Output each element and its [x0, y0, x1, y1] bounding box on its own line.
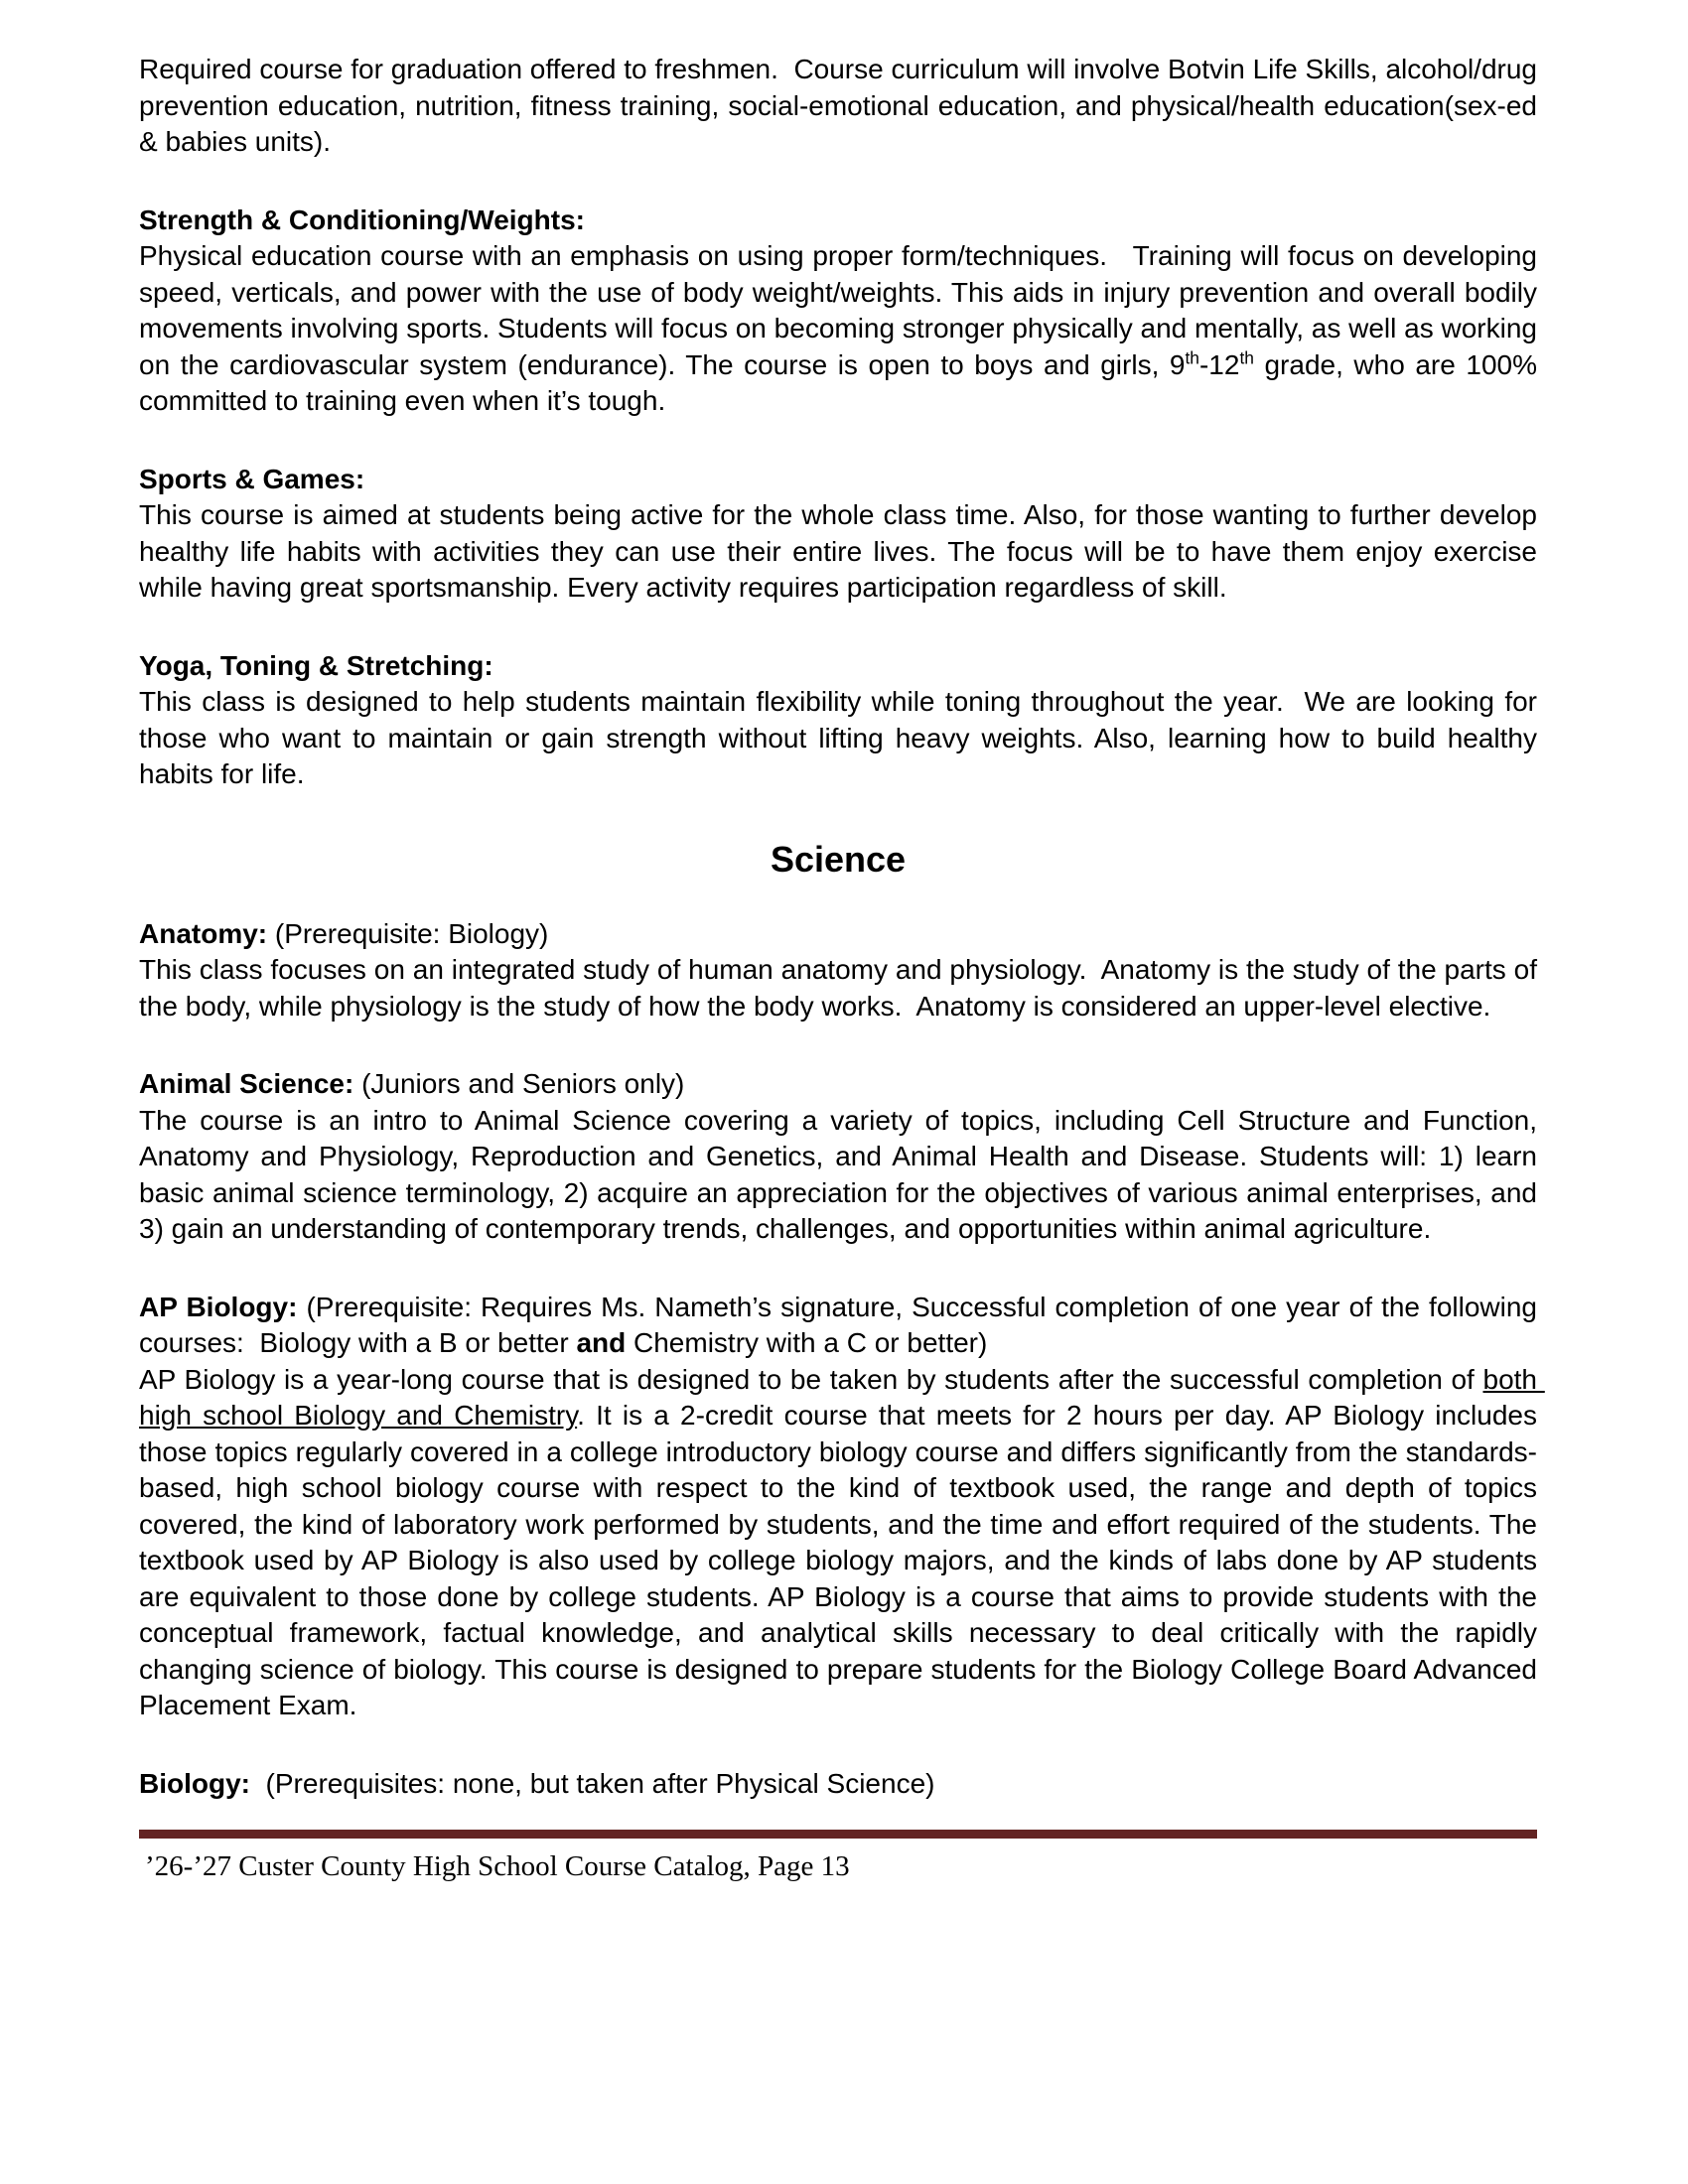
animal-science-prerequisite: (Juniors and Seniors only): [353, 1068, 685, 1099]
anatomy-prerequisite: (Prerequisite: Biology): [267, 917, 549, 949]
course-title-anatomy-line: [139, 916, 1537, 953]
course-description-animal-science: The course is an intro to Animal Science covering a variety of topics, including Cell Structure and Function, Anatomy and Physiology, Reproduction and Genetics, and Animal Health and Disease. Students will: 1) learn basic animal science terminology, 2) acquire an appreciation for the objectives of various animal enterprises, and 3) gain an understanding of contemporary trends, challenges, and opportunities within animal agriculture.: [139, 1104, 1545, 1244]
biology-prerequisite: (Prerequisites: none, but taken after Physical Science): [250, 1767, 935, 1799]
section-ap-biology: [139, 1290, 1545, 1724]
course-title-animal-science: Animal Science:: [139, 1068, 354, 1099]
course-title-sports-games: Sports & Games:: [139, 463, 365, 494]
course-title-yoga-toning-stretching: Yoga, Toning & Stretching:: [139, 649, 493, 681]
course-title-biology-line: [139, 1766, 1537, 1803]
section-anatomy: [139, 916, 1545, 1025]
section-biology: [139, 1766, 1537, 1803]
strength-text-1: Physical education course with an emphasis on using proper form/techniques. Training will focus on developing speed, verticals, and power with the use of body weight/weights. This aids in injury prevention and overall bodily movements involving sports. Students will focus on becoming stronger physically and mentally, as well as working on the cardiovascular system (endurance). The course is open to boys and girls, 9: [139, 240, 1545, 380]
course-title-strength-conditioning: Strength & Conditioning/Weights:: [139, 204, 585, 235]
course-description-ap-biology: [139, 1362, 1545, 1724]
course-description-sports-games: This course is aimed at students being active for the whole class time. Also, for those wanting to further develop healthy life habits with activities they can use their entire lives. The focus will be to have them enjoy exercise while having great sportsmanship. Every activity requires participation regardless of skill.: [139, 499, 1545, 603]
ap-biology-text-1: AP Biology is a year-long course that is designed to be taken by students after the successful completion of: [139, 1363, 1483, 1395]
footer-text: ’26-’27 Custer County High School Course Catalog, Page 13: [145, 1850, 850, 1882]
course-description-yoga-toning-stretching: This class is designed to help students maintain flexibility while toning throughout the year. We are looking for those who want to maintain or gain strength without lifting heavy weights. Also, learning how to build healthy habits for life.: [139, 686, 1545, 789]
ap-biology-prerequisite-1: (Prerequisite: Requires Ms. Nameth’s signature, Successful completion of one year of the following courses: Biology with a B or better: [139, 1291, 1545, 1358]
course-description-anatomy: This class focuses on an integrated study of human anatomy and physiology. Anatomy is the study of the parts of the body, while physiology is the study of how the body works. Anatomy is considered an upper-level elective.: [139, 954, 1545, 1022]
course-title-biology: Biology:: [139, 1767, 250, 1799]
course-title-ap-biology-line: [139, 1290, 1545, 1362]
superscript-9th: th: [1185, 347, 1199, 368]
course-title-anatomy: Anatomy:: [139, 917, 268, 949]
course-title-animal-science-line: [139, 1066, 1537, 1103]
strength-text-3: grade, who are 100% committed to training even when it’s tough.: [139, 348, 1545, 416]
strength-text-2: -12: [1198, 348, 1240, 380]
course-title-ap-biology: AP Biology:: [139, 1291, 298, 1322]
section-yoga-toning-stretching: [139, 648, 1545, 793]
section-sports-games: [139, 462, 1545, 607]
superscript-12th: th: [1239, 347, 1254, 368]
ap-biology-text-2: . It is a 2-credit course that meets for 2 hours per day. AP Biology includes those topics regularly covered in a college introductory biology course and differs significantly from the standards-based, high school biology course with respect to the kind of textbook used, the range and depth of topics covered, the kind of laboratory work performed by students, and the time and effort required of the students. The textbook used by AP Biology is also used by college biology majors, and the kinds of labs done by AP students are equivalent to those done by college students. AP Biology is a course that aims to provide students with the conceptual framework, factual knowledge, and analytical skills necessary to deal critically with the rapidly changing science of biology. This course is designed to prepare students for the Biology College Board Advanced Placement Exam.: [139, 1400, 1545, 1720]
science-section-heading: Science: [770, 838, 907, 880]
ap-biology-prerequisite-and: and: [576, 1327, 627, 1358]
page-footer: [139, 1830, 1537, 1926]
course-description-strength-conditioning: [139, 238, 1545, 420]
intro-paragraph: Required course for graduation offered to freshmen. Course curriculum will involve Botvin Life Skills, alcohol/drug prevention education, nutrition, fitness training, social-emotional education, and physical/health education(sex-ed & babies units).: [139, 54, 1545, 157]
section-animal-science: [139, 1066, 1545, 1248]
section-strength-conditioning: [139, 203, 1545, 420]
ap-biology-prerequisite-2: Chemistry with a C or better): [626, 1327, 988, 1358]
ap-biology-underlined-phrase: both high school Biology and Chemistry: [139, 1363, 1545, 1431]
footer-divider: [139, 1830, 1537, 1839]
